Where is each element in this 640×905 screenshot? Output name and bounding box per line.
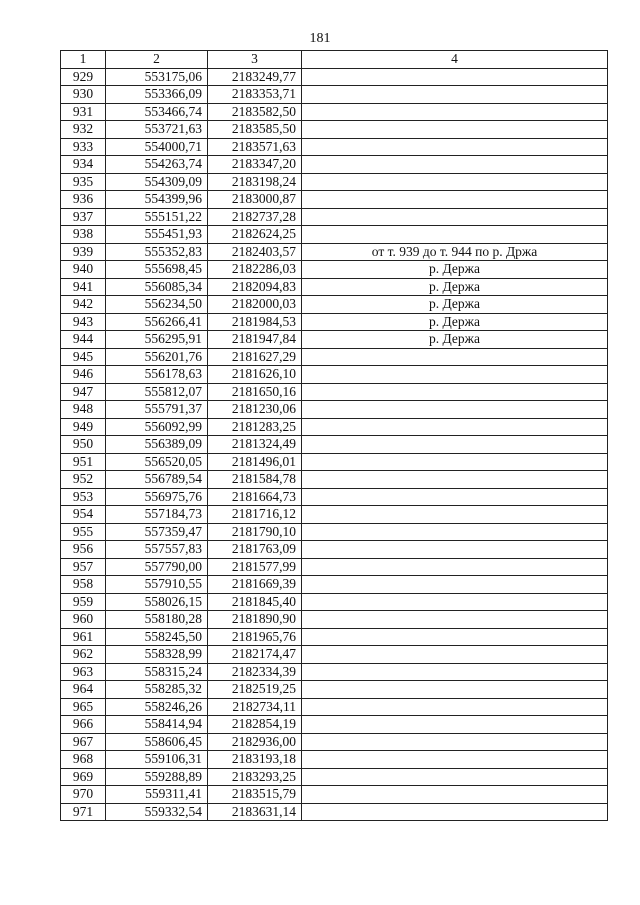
y-coordinate-cell: 2183198,24 [208, 173, 302, 191]
description-cell [302, 768, 608, 786]
table-row [61, 226, 608, 244]
table-header [61, 51, 608, 69]
y-coordinate-cell: 2181577,99 [208, 558, 302, 576]
y-coordinate-cell: 2183571,63 [208, 138, 302, 156]
x-coordinate-cell: 557910,55 [106, 576, 208, 594]
x-coordinate-cell: 559106,31 [106, 751, 208, 769]
table-row [61, 453, 608, 471]
point-number-cell: 961 [61, 628, 106, 646]
point-number-cell: 958 [61, 576, 106, 594]
table-row [61, 471, 608, 489]
point-number-cell: 959 [61, 593, 106, 611]
x-coordinate-cell: 555791,37 [106, 401, 208, 419]
y-coordinate-cell: 2183000,87 [208, 191, 302, 209]
point-number-cell: 966 [61, 716, 106, 734]
x-coordinate-cell: 556789,54 [106, 471, 208, 489]
table-row [61, 313, 608, 331]
description-cell: р. Держа [302, 296, 608, 314]
table-row [61, 86, 608, 104]
y-coordinate-cell: 2181790,10 [208, 523, 302, 541]
x-coordinate-cell: 553366,09 [106, 86, 208, 104]
x-coordinate-cell: 558414,94 [106, 716, 208, 734]
description-cell: р. Держа [302, 261, 608, 279]
point-number-cell: 931 [61, 103, 106, 121]
point-number-cell: 935 [61, 173, 106, 191]
y-coordinate-cell: 2181984,53 [208, 313, 302, 331]
point-number-cell: 951 [61, 453, 106, 471]
description-cell [302, 663, 608, 681]
x-coordinate-cell: 556520,05 [106, 453, 208, 471]
description-cell: р. Держа [302, 278, 608, 296]
point-number-cell: 955 [61, 523, 106, 541]
point-number-cell: 963 [61, 663, 106, 681]
table-row [61, 243, 608, 261]
point-number-cell: 944 [61, 331, 106, 349]
description-cell [302, 471, 608, 489]
description-cell [302, 628, 608, 646]
description-cell [302, 68, 608, 86]
point-number-cell: 965 [61, 698, 106, 716]
table-row [61, 506, 608, 524]
table-row [61, 488, 608, 506]
point-number-cell: 936 [61, 191, 106, 209]
x-coordinate-cell: 558606,45 [106, 733, 208, 751]
table-row [61, 768, 608, 786]
table-row [61, 401, 608, 419]
point-number-cell: 949 [61, 418, 106, 436]
y-coordinate-cell: 2183515,79 [208, 786, 302, 804]
table-row [61, 523, 608, 541]
description-cell: р. Держа [302, 331, 608, 349]
table-row [61, 366, 608, 384]
coordinates-table [60, 50, 608, 821]
description-cell [302, 453, 608, 471]
point-number-cell: 943 [61, 313, 106, 331]
table-row [61, 418, 608, 436]
point-number-cell: 968 [61, 751, 106, 769]
description-cell [302, 558, 608, 576]
point-number-cell: 930 [61, 86, 106, 104]
y-coordinate-cell: 2182403,57 [208, 243, 302, 261]
y-coordinate-cell: 2182737,28 [208, 208, 302, 226]
y-coordinate-cell: 2181716,12 [208, 506, 302, 524]
x-coordinate-cell: 559288,89 [106, 768, 208, 786]
table-row [61, 541, 608, 559]
description-cell [302, 733, 608, 751]
description-cell [302, 138, 608, 156]
y-coordinate-cell: 2183347,20 [208, 156, 302, 174]
table-row [61, 751, 608, 769]
y-coordinate-cell: 2181650,16 [208, 383, 302, 401]
description-cell [302, 751, 608, 769]
point-number-cell: 947 [61, 383, 106, 401]
table-body [61, 68, 608, 821]
x-coordinate-cell: 556266,41 [106, 313, 208, 331]
table-row [61, 733, 608, 751]
x-coordinate-cell: 555812,07 [106, 383, 208, 401]
description-cell [302, 646, 608, 664]
column-header-3: 3 [208, 51, 302, 69]
table-row [61, 628, 608, 646]
x-coordinate-cell: 556201,76 [106, 348, 208, 366]
x-coordinate-cell: 554000,71 [106, 138, 208, 156]
description-cell [302, 786, 608, 804]
description-cell [302, 401, 608, 419]
description-cell [302, 208, 608, 226]
table-row [61, 383, 608, 401]
table-row [61, 103, 608, 121]
description-cell [302, 488, 608, 506]
x-coordinate-cell: 555151,22 [106, 208, 208, 226]
point-number-cell: 940 [61, 261, 106, 279]
point-number-cell: 934 [61, 156, 106, 174]
x-coordinate-cell: 558315,24 [106, 663, 208, 681]
point-number-cell: 933 [61, 138, 106, 156]
x-coordinate-cell: 556389,09 [106, 436, 208, 454]
description-cell [302, 698, 608, 716]
table-row [61, 138, 608, 156]
point-number-cell: 950 [61, 436, 106, 454]
table-row [61, 121, 608, 139]
y-coordinate-cell: 2182286,03 [208, 261, 302, 279]
y-coordinate-cell: 2181947,84 [208, 331, 302, 349]
table-row [61, 68, 608, 86]
y-coordinate-cell: 2181584,78 [208, 471, 302, 489]
y-coordinate-cell: 2182936,00 [208, 733, 302, 751]
description-cell [302, 383, 608, 401]
description-cell [302, 103, 608, 121]
x-coordinate-cell: 557557,83 [106, 541, 208, 559]
y-coordinate-cell: 2183353,71 [208, 86, 302, 104]
x-coordinate-cell: 558285,32 [106, 681, 208, 699]
description-cell [302, 436, 608, 454]
point-number-cell: 962 [61, 646, 106, 664]
y-coordinate-cell: 2182334,39 [208, 663, 302, 681]
table-row [61, 576, 608, 594]
column-header-4: 4 [302, 51, 608, 69]
point-number-cell: 932 [61, 121, 106, 139]
y-coordinate-cell: 2182000,03 [208, 296, 302, 314]
y-coordinate-cell: 2181627,29 [208, 348, 302, 366]
y-coordinate-cell: 2181626,10 [208, 366, 302, 384]
description-cell [302, 173, 608, 191]
y-coordinate-cell: 2183193,18 [208, 751, 302, 769]
point-number-cell: 956 [61, 541, 106, 559]
table-row [61, 681, 608, 699]
description-cell [302, 681, 608, 699]
point-number-cell: 945 [61, 348, 106, 366]
x-coordinate-cell: 558180,28 [106, 611, 208, 629]
x-coordinate-cell: 558026,15 [106, 593, 208, 611]
x-coordinate-cell: 559332,54 [106, 803, 208, 821]
table-row [61, 786, 608, 804]
y-coordinate-cell: 2182624,25 [208, 226, 302, 244]
table-row [61, 663, 608, 681]
y-coordinate-cell: 2181664,73 [208, 488, 302, 506]
point-number-cell: 971 [61, 803, 106, 821]
x-coordinate-cell: 555352,83 [106, 243, 208, 261]
x-coordinate-cell: 555698,45 [106, 261, 208, 279]
description-cell [302, 541, 608, 559]
y-coordinate-cell: 2183582,50 [208, 103, 302, 121]
description-cell [302, 348, 608, 366]
y-coordinate-cell: 2183585,50 [208, 121, 302, 139]
description-cell [302, 611, 608, 629]
x-coordinate-cell: 558328,99 [106, 646, 208, 664]
description-cell [302, 716, 608, 734]
table-row [61, 611, 608, 629]
y-coordinate-cell: 2181283,25 [208, 418, 302, 436]
table-row [61, 716, 608, 734]
column-header-2: 2 [106, 51, 208, 69]
page-number: 181 [309, 31, 331, 46]
description-cell [302, 803, 608, 821]
point-number-cell: 946 [61, 366, 106, 384]
y-coordinate-cell: 2183631,14 [208, 803, 302, 821]
point-number-cell: 942 [61, 296, 106, 314]
point-number-cell: 954 [61, 506, 106, 524]
x-coordinate-cell: 553466,74 [106, 103, 208, 121]
description-cell [302, 593, 608, 611]
x-coordinate-cell: 557184,73 [106, 506, 208, 524]
x-coordinate-cell: 554399,96 [106, 191, 208, 209]
x-coordinate-cell: 553721,63 [106, 121, 208, 139]
point-number-cell: 952 [61, 471, 106, 489]
y-coordinate-cell: 2182854,19 [208, 716, 302, 734]
y-coordinate-cell: 2181230,06 [208, 401, 302, 419]
description-cell [302, 418, 608, 436]
point-number-cell: 953 [61, 488, 106, 506]
x-coordinate-cell: 558246,26 [106, 698, 208, 716]
point-number-cell: 970 [61, 786, 106, 804]
point-number-cell: 957 [61, 558, 106, 576]
y-coordinate-cell: 2182734,11 [208, 698, 302, 716]
y-coordinate-cell: 2181669,39 [208, 576, 302, 594]
description-cell [302, 86, 608, 104]
x-coordinate-cell: 556178,63 [106, 366, 208, 384]
x-coordinate-cell: 554309,09 [106, 173, 208, 191]
point-number-cell: 929 [61, 68, 106, 86]
table-row [61, 191, 608, 209]
y-coordinate-cell: 2181496,01 [208, 453, 302, 471]
table-row [61, 698, 608, 716]
description-cell: р. Держа [302, 313, 608, 331]
point-number-cell: 960 [61, 611, 106, 629]
y-coordinate-cell: 2181965,76 [208, 628, 302, 646]
point-number-cell: 969 [61, 768, 106, 786]
y-coordinate-cell: 2181763,09 [208, 541, 302, 559]
description-cell: от т. 939 до т. 944 по р. Држа [302, 243, 608, 261]
x-coordinate-cell: 557359,47 [106, 523, 208, 541]
x-coordinate-cell: 559311,41 [106, 786, 208, 804]
x-coordinate-cell: 556234,50 [106, 296, 208, 314]
description-cell [302, 121, 608, 139]
table-row [61, 156, 608, 174]
header-row [61, 51, 608, 69]
point-number-cell: 937 [61, 208, 106, 226]
description-cell [302, 523, 608, 541]
column-header-1: 1 [61, 51, 106, 69]
table-row [61, 436, 608, 454]
y-coordinate-cell: 2182174,47 [208, 646, 302, 664]
table-row [61, 261, 608, 279]
y-coordinate-cell: 2182519,25 [208, 681, 302, 699]
y-coordinate-cell: 2182094,83 [208, 278, 302, 296]
description-cell [302, 506, 608, 524]
point-number-cell: 938 [61, 226, 106, 244]
description-cell [302, 191, 608, 209]
y-coordinate-cell: 2183249,77 [208, 68, 302, 86]
point-number-cell: 939 [61, 243, 106, 261]
x-coordinate-cell: 558245,50 [106, 628, 208, 646]
x-coordinate-cell: 553175,06 [106, 68, 208, 86]
y-coordinate-cell: 2181845,40 [208, 593, 302, 611]
table-row [61, 558, 608, 576]
table-row [61, 278, 608, 296]
point-number-cell: 967 [61, 733, 106, 751]
x-coordinate-cell: 557790,00 [106, 558, 208, 576]
table-row [61, 348, 608, 366]
x-coordinate-cell: 554263,74 [106, 156, 208, 174]
x-coordinate-cell: 556975,76 [106, 488, 208, 506]
table-row [61, 593, 608, 611]
point-number-cell: 941 [61, 278, 106, 296]
table-row [61, 803, 608, 821]
y-coordinate-cell: 2183293,25 [208, 768, 302, 786]
table-row [61, 331, 608, 349]
table-row [61, 296, 608, 314]
point-number-cell: 948 [61, 401, 106, 419]
description-cell [302, 366, 608, 384]
description-cell [302, 226, 608, 244]
table-row [61, 208, 608, 226]
x-coordinate-cell: 555451,93 [106, 226, 208, 244]
x-coordinate-cell: 556092,99 [106, 418, 208, 436]
y-coordinate-cell: 2181324,49 [208, 436, 302, 454]
y-coordinate-cell: 2181890,90 [208, 611, 302, 629]
description-cell [302, 576, 608, 594]
x-coordinate-cell: 556295,91 [106, 331, 208, 349]
point-number-cell: 964 [61, 681, 106, 699]
description-cell [302, 156, 608, 174]
table-row [61, 173, 608, 191]
table-row [61, 646, 608, 664]
x-coordinate-cell: 556085,34 [106, 278, 208, 296]
